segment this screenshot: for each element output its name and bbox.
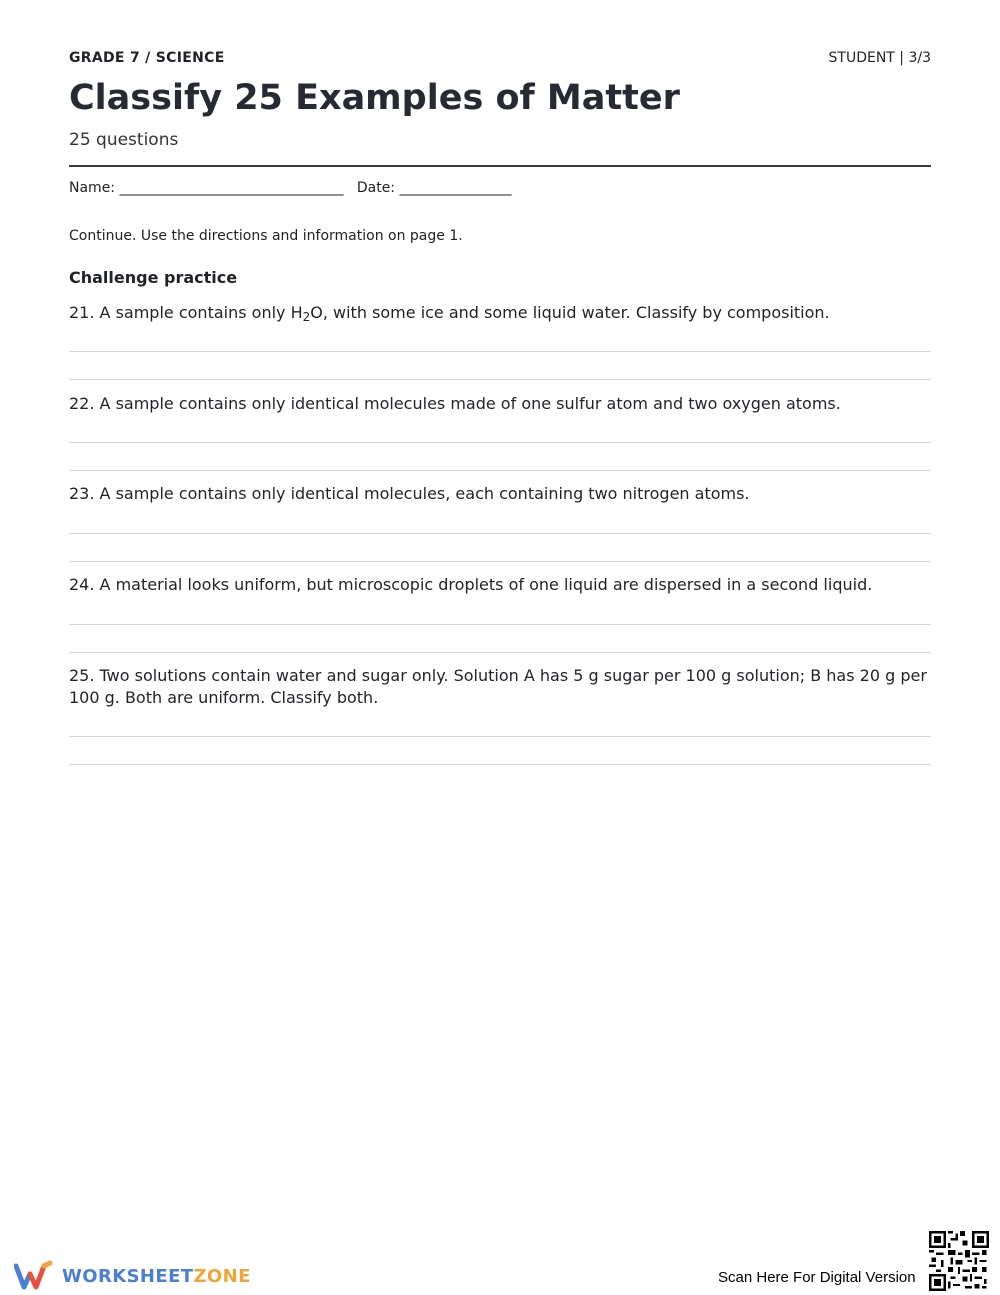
answer-line[interactable] (69, 561, 931, 562)
subscript: 2 (302, 310, 311, 324)
answer-line[interactable] (69, 470, 931, 471)
question-count: 25 questions (69, 130, 179, 150)
question-number: 23. (69, 484, 95, 503)
date-field[interactable]: Date: ________________ (356, 180, 512, 196)
question-21: 21. A sample contains only $H_2O$, with some ice and some liquid water. Classify by composition. (69, 303, 830, 324)
answer-line[interactable] (69, 442, 931, 443)
answer-line[interactable] (69, 736, 931, 737)
qr-code-icon[interactable] (929, 1231, 989, 1291)
question-number: 25. (69, 666, 95, 685)
question-number: 24. (69, 575, 95, 594)
scan-text: Scan Here For Digital Version (718, 1269, 916, 1286)
logo-text: WORKSHEETZONE (62, 1266, 251, 1287)
section-title: Challenge practice (69, 268, 238, 287)
answer-line[interactable] (69, 624, 931, 625)
answer-line[interactable] (69, 764, 931, 765)
page-info: STUDENT | 3/3 (828, 50, 931, 66)
student-fields (69, 180, 511, 196)
question-22: 22. A sample contains only identical molecules made of one sulfur atom and two oxygen atoms. (69, 394, 841, 413)
question-25: 25. Two solutions contain water and sugar only. Solution A has 5 g sugar per 100 g solution; B has 20 g per 100 g. Both are uniform. Classify both. (69, 666, 927, 707)
name-field[interactable]: Name: ________________________________ (69, 180, 344, 196)
question-number: 22. (69, 394, 95, 413)
directions-text: Continue. Use the directions and information on page 1. (69, 228, 463, 244)
question-23: 23. A sample contains only identical molecules, each containing two nitrogen atoms. (69, 484, 750, 503)
grade-subject: GRADE 7 / SCIENCE (69, 50, 225, 66)
header-row (69, 50, 931, 70)
logo-mark-icon (14, 1260, 54, 1290)
answer-line[interactable] (69, 533, 931, 534)
header-divider (69, 165, 931, 167)
answer-line[interactable] (69, 351, 931, 352)
page-title: Classify 25 Examples of Matter (69, 78, 680, 118)
question-24: 24. A material looks uniform, but microscopic droplets of one liquid are dispersed in a second liquid. (69, 575, 873, 594)
question-number: 21. (69, 303, 95, 322)
answer-line[interactable] (69, 652, 931, 653)
answer-line[interactable] (69, 379, 931, 380)
